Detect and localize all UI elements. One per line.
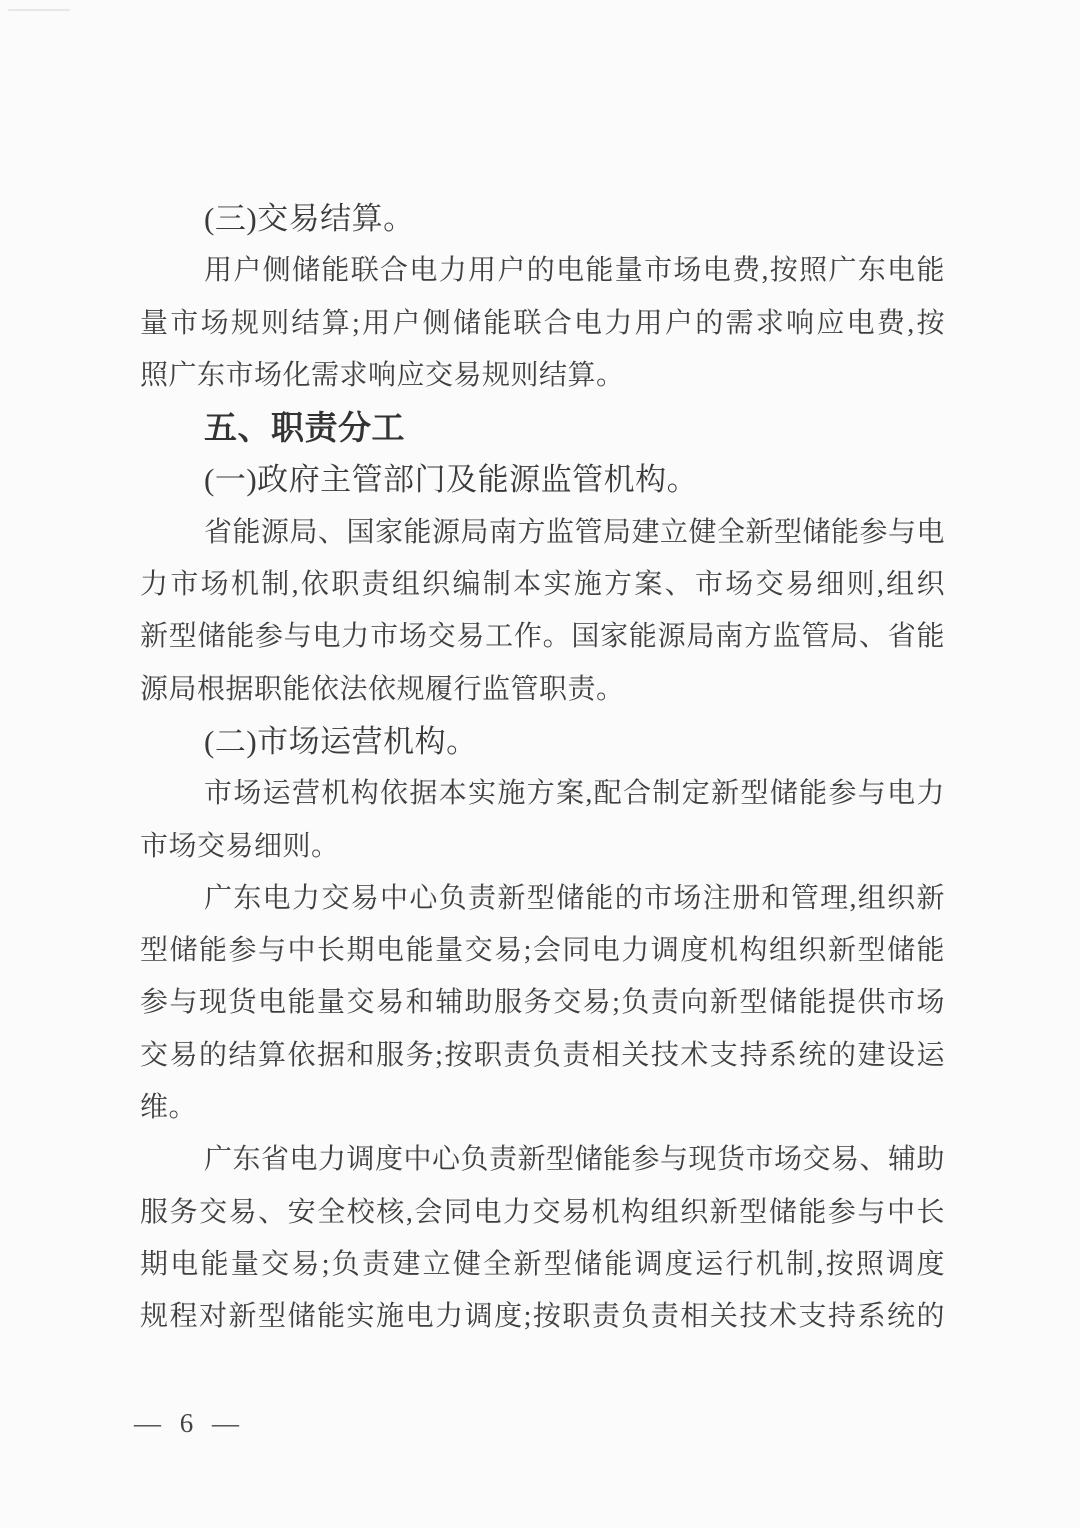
text-line: 照广东市场化需求响应交易规则结算。 [140, 359, 625, 391]
text-line: 量市场规则结算;用户侧储能联合电力用户的需求响应电费,按 [140, 307, 945, 339]
text-line: 规程对新型储能实施电力调度;按职责负责相关技术支持系统的 [140, 1301, 945, 1333]
text-line: 交易的结算依据和服务;按职责负责相关技术支持系统的建设运 [140, 1039, 945, 1071]
text-line: 源局根据职能依法依规履行监管职责。 [140, 673, 625, 705]
text-line: 力市场机制,依职责组织编制本实施方案、市场交易细则,组织 [140, 569, 945, 601]
text-line: 维。 [140, 1092, 198, 1124]
subsection-heading: (一)政府主管部门及能源监管机构。 [204, 462, 699, 498]
text-line: 市场运营机构依据本实施方案,配合制定新型储能参与电力 [204, 778, 945, 810]
text-line: 广东电力交易中心负责新型储能的市场注册和管理,组织新 [204, 882, 945, 914]
document-body [140, 193, 945, 1344]
text-line: 新型储能参与电力市场交易工作。国家能源局南方监管局、省能 [140, 621, 945, 653]
text-line: 广东省电力调度中心负责新型储能参与现货市场交易、辅助 [204, 1144, 946, 1176]
text-line: 参与现货电能量交易和辅助服务交易;负责向新型储能提供市场 [140, 987, 945, 1019]
text-line: 市场交易细则。 [140, 830, 340, 862]
text-line: 期电能量交易;负责建立健全新型储能调度运行机制,按照调度 [140, 1248, 945, 1280]
page-number: — 6 — [134, 1408, 245, 1438]
subsection-heading: (二)市场运营机构。 [204, 723, 478, 759]
scan-artifact-line [8, 9, 70, 11]
text-line: 省能源局、国家能源局南方监管局建立健全新型储能参与电 [204, 516, 946, 548]
section-heading: 五、职责分工 [204, 409, 405, 447]
subsection-heading: (三)交易结算。 [204, 201, 415, 236]
text-line: 服务交易、安全校核,会同电力交易机构组织新型储能参与中长 [140, 1196, 945, 1228]
text-line: 型储能参与中长期电能量交易;会同电力调度机构组织新型储能 [140, 935, 945, 967]
text-line: 用户侧储能联合电力用户的电能量市场电费,按照广东电能 [204, 255, 945, 287]
